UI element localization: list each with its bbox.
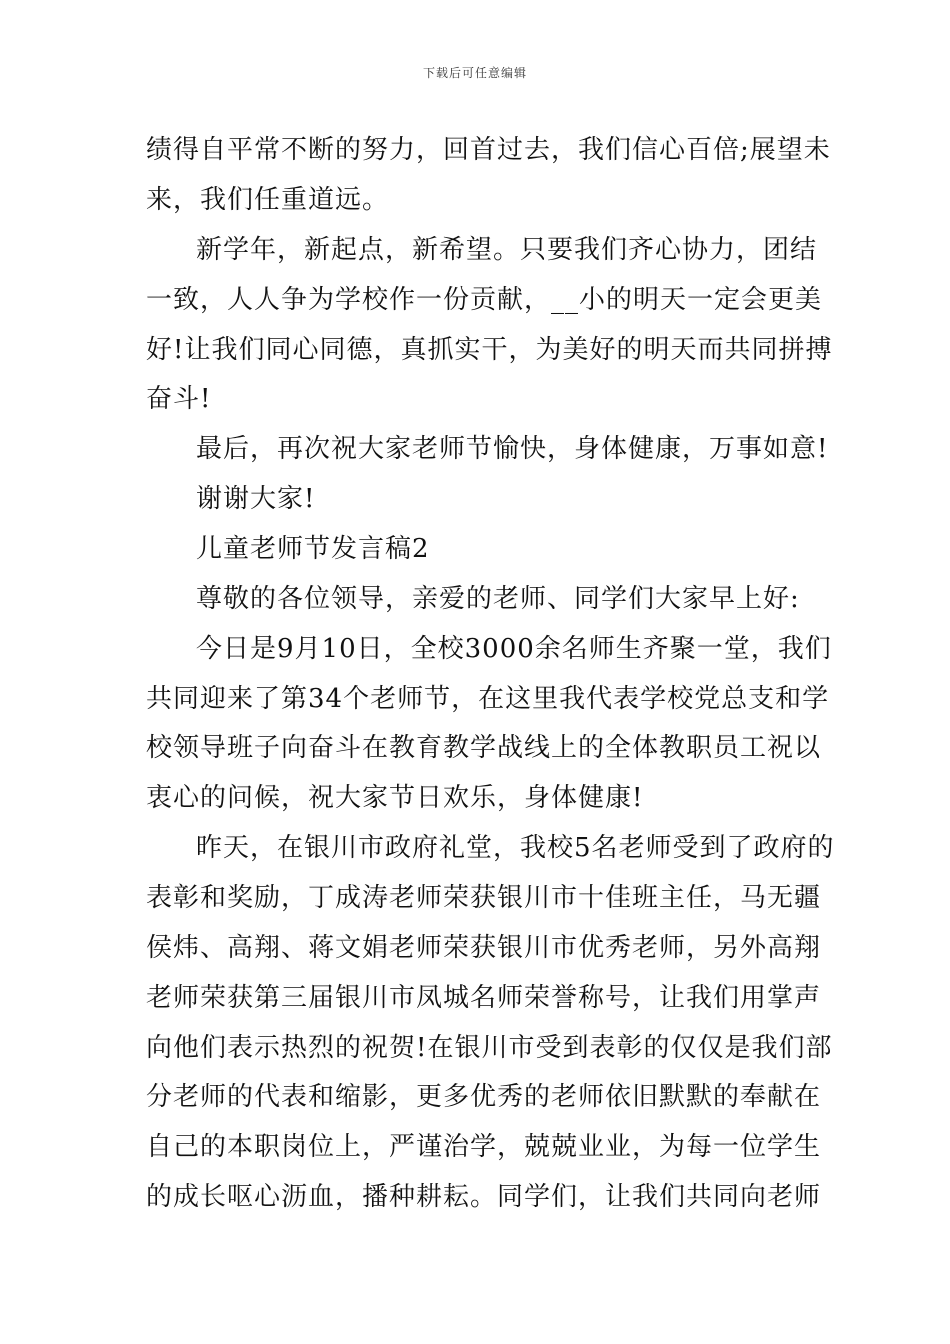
text-line: 侯炜、高翔、蒋文娟老师荣获银川市优秀老师，另外高翔: [146, 933, 822, 963]
text-line: 新学年，新起点，新希望。只要我们齐心协力，团结: [196, 235, 818, 265]
text-line: 共同迎来了第34个老师节，在这里我代表学校党总支和学: [146, 684, 830, 714]
text-line: 最后，再次祝大家老师节愉快，身体健康，万事如意!: [196, 434, 829, 464]
text-line: 一致，人人争为学校作一份贡献，__小的明天一定会更美: [146, 285, 823, 315]
text-line: 好!让我们同心同德，真抓实干，为美好的明天而共同拼搏: [146, 335, 833, 365]
text-line: 分老师的代表和缩影，更多优秀的老师依旧默默的奉献在: [146, 1082, 822, 1112]
text-line: 来，我们任重道远。: [146, 185, 390, 215]
text-line: 表彰和奖励，丁成涛老师荣获银川市十佳班主任，马无疆: [146, 883, 822, 913]
section-title: 儿童老师节发言稿2: [196, 534, 430, 564]
text-line: 今日是9月10日，全校3000余名师生齐聚一堂，我们: [196, 634, 832, 664]
text-line: 的成长呕心沥血，播种耕耘。同学们，让我们共同向老师: [146, 1182, 822, 1212]
text-line: 奋斗!: [146, 384, 212, 414]
salutation: 尊敬的各位领导，亲爱的老师、同学们大家早上好:: [196, 584, 800, 614]
text-line: 衷心的问候，祝大家节日欢乐，身体健康!: [146, 783, 644, 813]
text-line: 昨天，在银川市政府礼堂，我校5名老师受到了政府的: [196, 833, 835, 863]
page-header: 下载后可任意编辑: [422, 66, 527, 80]
text-line: 自己的本职岗位上，严谨治学，兢兢业业，为每一位学生: [146, 1132, 822, 1162]
text-line: 绩得自平常不断的努力，回首过去，我们信心百倍;展望未: [146, 135, 831, 165]
text-line: 校领导班子向奋斗在教育教学战线上的全体教职员工祝以: [146, 733, 822, 763]
text-line: 老师荣获第三届银川市凤城名师荣誉称号，让我们用掌声: [146, 983, 822, 1013]
text-line: 向他们表示热烈的祝贺!在银川市受到表彰的仅仅是我们部: [146, 1033, 833, 1063]
text-line: 谢谢大家!: [196, 484, 316, 514]
